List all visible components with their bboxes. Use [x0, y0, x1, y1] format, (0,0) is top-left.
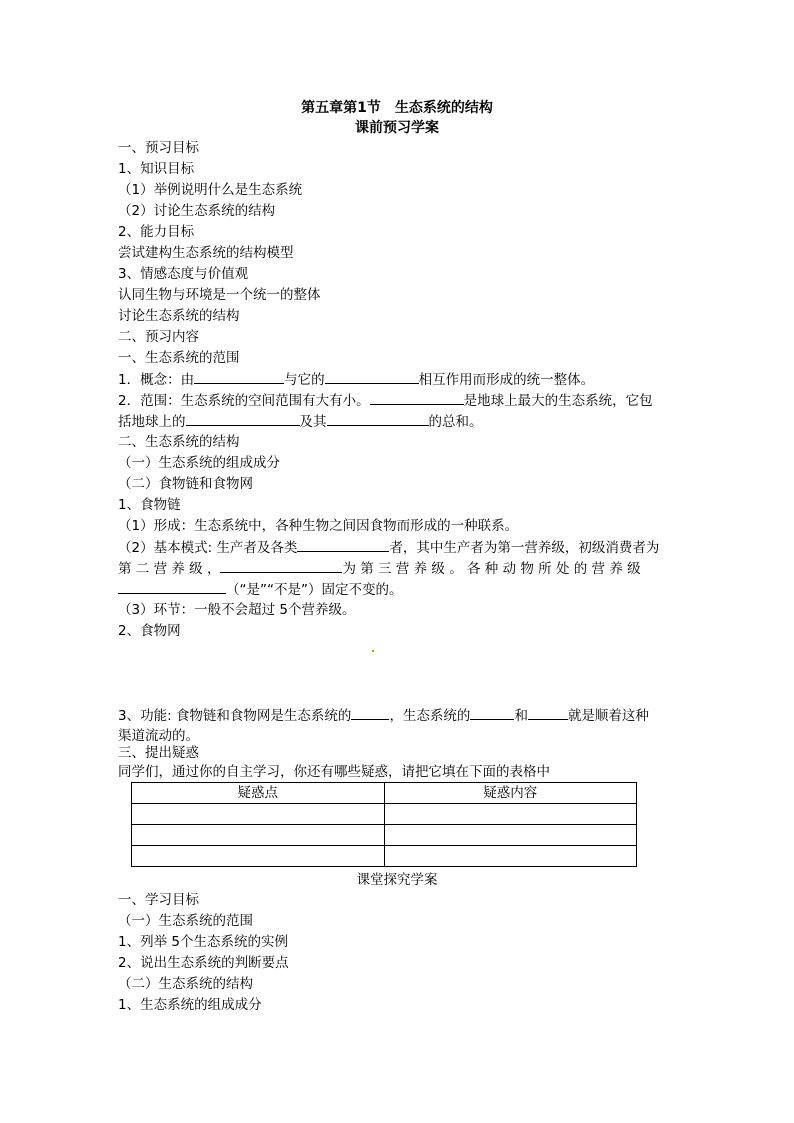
heading-learning-goals: 一、学习目标: [118, 892, 199, 908]
goal-item: 讨论生态系统的结构: [118, 308, 240, 324]
header-question-content: 疑惑内容: [384, 783, 637, 804]
fill-blank[interactable]: [327, 411, 429, 426]
table-cell[interactable]: [384, 825, 637, 846]
subheading: （一）生态系统的组成成分: [118, 455, 280, 471]
scope-line-cont: [118, 411, 483, 431]
text: 和: [514, 708, 528, 724]
mode-line-cont2: [118, 579, 402, 599]
goal-item: 尝试建构生态系统的结构模型: [118, 245, 294, 261]
goal-item: 2、说出生态系统的判断要点: [118, 955, 289, 971]
fill-blank[interactable]: [220, 558, 342, 573]
text: 者，其中生产者为第一营养级，初级消费者为: [389, 540, 660, 556]
goal-item: 认同生物与环境是一个统一的整体: [118, 287, 321, 303]
fill-blank[interactable]: [351, 705, 389, 720]
table-cell[interactable]: [384, 846, 637, 867]
text: 为 第 三 营 养 级 。 各 种 动 物 所 处 的 营 养 级: [342, 561, 641, 577]
food-chain-heading: 1、食物链: [118, 497, 181, 513]
text: ，生态系统的: [389, 708, 471, 724]
heading-preview-content: 二、预习内容: [118, 329, 199, 345]
goal-item: 1、列举 5个生态系统的实例: [118, 934, 288, 950]
questions-table: [131, 782, 637, 867]
table-header-row: [132, 783, 637, 804]
text: 及其: [299, 414, 327, 430]
header-question-point: 疑惑点: [132, 783, 385, 804]
table-row: [132, 846, 637, 867]
subheading: （二）食物链和食物网: [118, 476, 253, 492]
table-cell[interactable]: [384, 804, 637, 825]
concept-line: [118, 369, 594, 389]
table-cell[interactable]: [132, 846, 385, 867]
goal-item: （2）讨论生态系统的结构: [118, 203, 276, 219]
text: 第 二 营 养 级 ，: [118, 561, 221, 577]
text: 与它的: [284, 372, 325, 388]
fill-blank[interactable]: [470, 705, 514, 720]
heading-structure: 二、生态系统的结构: [118, 434, 240, 450]
speck-mark: [372, 650, 374, 652]
table-row: [132, 804, 637, 825]
goal-item: 1、生态系统的组成成分: [118, 997, 262, 1013]
fill-blank[interactable]: [118, 579, 226, 594]
text: 3、功能: 食物链和食物网是生态系统的: [118, 708, 352, 724]
fill-blank[interactable]: [325, 369, 419, 384]
fill-blank[interactable]: [186, 411, 300, 426]
text: 括地球上的: [118, 414, 186, 430]
text: 1．概念：由: [118, 372, 195, 388]
formation-line: （1）形成：生态系统中，各种生物之间因食物而形成的一种联系。: [118, 518, 519, 534]
text: （“是”“不是”）固定不变的。: [226, 582, 403, 598]
table-cell[interactable]: [132, 825, 385, 846]
function-line-cont: 渠道流动的。: [118, 728, 199, 744]
text: 的总和。: [428, 414, 483, 430]
questions-instruction: 同学们，通过你的自主学习，你还有哪些疑惑，请把它填在下面的表格中: [118, 764, 550, 780]
text: 2．范围：生态系统的空间范围有大有小。: [118, 393, 370, 409]
knowledge-goal: 1、知识目标: [118, 161, 195, 177]
section2-title: 课堂探究学案: [356, 872, 438, 888]
fill-blank[interactable]: [528, 705, 568, 720]
text: 相互作用而形成的统一整体。: [418, 372, 595, 388]
table-cell[interactable]: [132, 804, 385, 825]
fill-blank[interactable]: [297, 537, 389, 552]
goal-item: （1）举例说明什么是生态系统: [118, 182, 303, 198]
heading-preview-goals: 一、预习目标: [118, 140, 199, 156]
document-subtitle: 课前预习学案: [355, 120, 439, 136]
heading-questions: 三、提出疑惑: [118, 745, 199, 761]
food-web-heading: 2、食物网: [118, 623, 181, 639]
text: （2）基本模式: 生产者及各类: [118, 540, 298, 556]
heading-scope: 一、生态系统的范围: [118, 350, 240, 366]
table-row: [132, 825, 637, 846]
fill-blank[interactable]: [370, 390, 464, 405]
text: 是地球上最大的生态系统，它包: [463, 393, 653, 409]
document-title: 第五章第1节 生态系统的结构: [301, 100, 493, 116]
text: 就是顺着这种: [567, 708, 649, 724]
subheading: （一）生态系统的范围: [118, 913, 253, 929]
mode-line-cont: [118, 558, 641, 578]
ability-goal: 2、能力目标: [118, 224, 195, 240]
subheading: （二）生态系统的结构: [118, 976, 253, 992]
mode-line: [118, 537, 659, 557]
attitude-goal: 3、情感态度与价值观: [118, 266, 249, 282]
function-line: [118, 705, 649, 725]
scope-line: [118, 390, 653, 410]
fill-blank[interactable]: [194, 369, 284, 384]
links-line: （3）环节：一般不会超过 5个营养级。: [118, 602, 356, 618]
